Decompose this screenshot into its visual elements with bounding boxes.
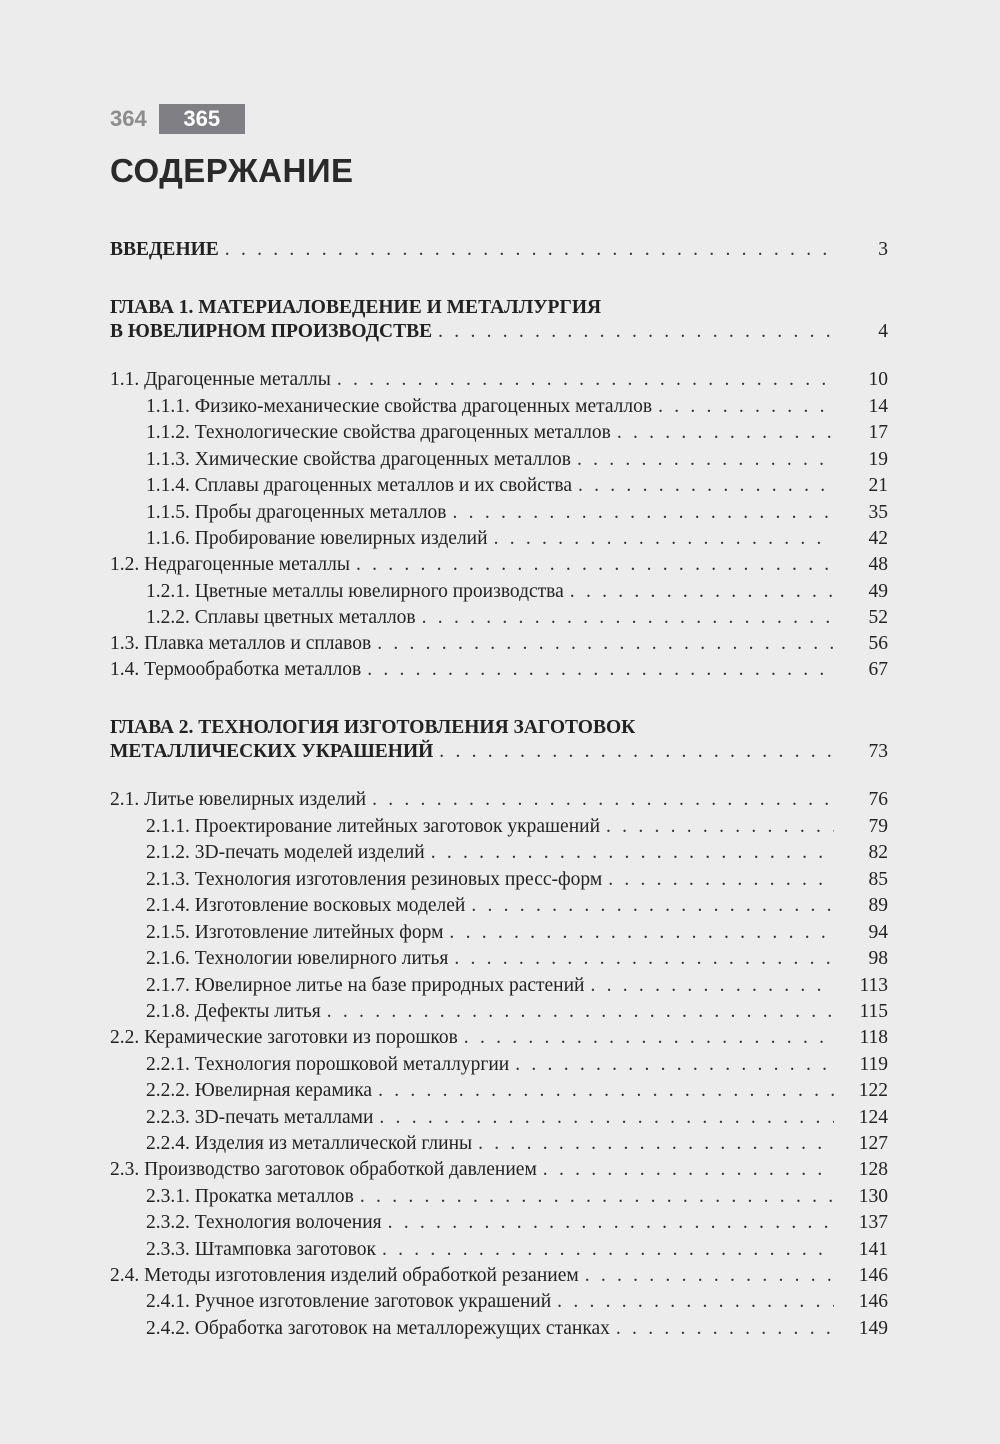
dot-leader	[585, 1264, 834, 1288]
dot-leader	[356, 553, 834, 577]
dot-leader	[616, 1317, 834, 1341]
toc-entry-page: 89	[868, 895, 888, 916]
dot-leader	[464, 1026, 834, 1050]
toc-entry-page: 94	[868, 921, 888, 943]
chapter-2-page: 73	[868, 741, 888, 762]
toc-subsection-row	[110, 392, 888, 419]
dot-leader	[453, 501, 834, 525]
dot-leader	[658, 395, 834, 419]
toc-subsection-row	[110, 577, 888, 604]
dot-leader	[557, 1290, 834, 1314]
dot-leader	[471, 894, 834, 918]
chapter-2-title-line2: МЕТАЛЛИЧЕСКИХ УКРАШЕНИЙ	[110, 741, 434, 762]
dot-leader	[382, 1238, 834, 1262]
dot-leader	[608, 868, 834, 892]
toc-subsection-row	[110, 812, 888, 839]
toc-entry-title: 2.1. Литье ювелирных изделий	[110, 789, 367, 810]
toc-entry-title: 1.1.3. Химические свойства драгоценных металлов	[146, 448, 571, 470]
dot-leader	[570, 580, 834, 604]
dot-leader	[449, 921, 834, 945]
toc-entry-title: 2.1.4. Изготовление восковых моделей	[146, 895, 466, 916]
toc-subsection-row	[110, 525, 888, 552]
toc-entry-title: 1.1.5. Пробы драгоценных металлов	[146, 501, 447, 523]
toc-subsection-row	[110, 1050, 888, 1077]
toc-entry-title: 1.1.2. Технологические свойства драгоценных металлов	[146, 422, 611, 443]
toc-subsection-row	[110, 472, 888, 499]
page-number-header	[110, 104, 245, 134]
dot-leader	[388, 1211, 834, 1235]
dot-leader	[606, 815, 834, 839]
toc-entry-page: 49	[868, 580, 888, 602]
toc-entry-title: 1.2.2. Сплавы цветных металлов	[146, 607, 416, 628]
chapter-1-title-line1: ГЛАВА 1. МАТЕРИАЛОВЕДЕНИЕ И МЕТАЛЛУРГИЯ	[110, 297, 602, 318]
toc-subsection-row	[110, 918, 888, 945]
chapter-1-entries	[110, 368, 888, 682]
toc-entry-page: 141	[858, 1238, 888, 1260]
chapter-1-heading	[110, 320, 888, 344]
toc-entry-title: 2.1.8. Дефекты литья	[146, 1001, 321, 1022]
toc-entry-page: 115	[859, 1001, 888, 1022]
dot-leader	[431, 841, 834, 865]
toc-subsection-row	[110, 1314, 888, 1341]
dot-leader	[439, 740, 834, 764]
toc-entry-title: 2.3.3. Штамповка заготовок	[146, 1238, 376, 1260]
toc-entry-title: 2.1.1. Проектирование литейных заготовок украшений	[146, 815, 601, 837]
toc-intro	[110, 238, 888, 262]
toc-subsection-row	[110, 945, 888, 972]
toc-subsection-row	[110, 1235, 888, 1262]
toc-entry-title: 2.1.2. 3D-печать моделей изделий	[146, 842, 425, 863]
toc-section-row	[110, 658, 888, 682]
toc-entry-title: 2.4.2. Обработка заготовок на металлорежущих станках	[146, 1317, 610, 1339]
toc-section-row	[110, 368, 888, 392]
toc-subsection-row	[110, 1209, 888, 1236]
toc-entry-title: 1.1. Драгоценные металлы	[110, 369, 331, 390]
toc-subsection-row	[110, 1130, 888, 1157]
toc-subsection-row	[110, 839, 888, 866]
toc-entry-title: 1.4. Термообработка металлов	[110, 659, 362, 680]
toc-section-row	[110, 1264, 888, 1288]
page-title: СОДЕРЖАНИЕ	[110, 152, 354, 189]
dot-leader	[367, 658, 834, 682]
dot-leader	[494, 527, 834, 551]
chapter-1-page: 4	[878, 321, 888, 342]
toc-entry-title: 2.1.7. Ювелирное литье на базе природных растений	[146, 974, 585, 996]
toc-entry-title: 1.1.1. Физико-механические свойства драгоценных металлов	[146, 395, 653, 417]
toc-subsection-row	[110, 498, 888, 525]
toc-subsection-row	[110, 604, 888, 631]
toc-entry-title: 2.1.6. Технологии ювелирного литья	[146, 948, 449, 969]
toc-entry-page: 82	[868, 842, 888, 863]
dot-leader	[543, 1158, 834, 1182]
toc-entry-title: 1.3. Плавка металлов и сплавов	[110, 633, 372, 654]
toc-section-row	[110, 1158, 888, 1182]
dot-leader	[225, 238, 834, 262]
toc-intro-title: ВВЕДЕНИЕ	[110, 239, 219, 260]
toc-entry-page: 146	[858, 1264, 888, 1286]
toc-entry-page: 85	[868, 868, 888, 890]
toc-entry-title: 1.2.1. Цветные металлы ювелирного производства	[146, 580, 564, 602]
toc-entry-title: 2.4.1. Ручное изготовление заготовок украшений	[146, 1291, 552, 1312]
chapter-2-entries	[110, 788, 888, 1341]
toc-entry-page: 122	[858, 1080, 888, 1101]
toc-section-row	[110, 788, 888, 812]
toc-entry-page: 56	[868, 633, 888, 654]
chapter-2-title-line1: ГЛАВА 2. ТЕХНОЛОГИЯ ИЗГОТОВЛЕНИЯ ЗАГОТОВОК	[110, 717, 636, 738]
toc-entry-title: 2.3. Производство заготовок обработкой давлением	[110, 1159, 537, 1180]
toc-subsection-row	[110, 1077, 888, 1104]
dot-leader	[478, 1132, 834, 1156]
prev-page-number: 364	[110, 106, 147, 131]
dot-leader	[378, 1079, 834, 1103]
dot-leader	[377, 632, 834, 656]
toc-entry-page: 42	[868, 528, 888, 549]
dot-leader	[379, 1106, 834, 1130]
dot-leader	[578, 474, 834, 498]
toc-subsection-row	[110, 998, 888, 1025]
dot-leader	[422, 606, 834, 630]
toc-entry-title: 1.1.4. Сплавы драгоценных металлов и их свойства	[146, 475, 572, 496]
toc-entry-title: 2.4. Методы изготовления изделий обработкой резанием	[110, 1264, 579, 1286]
dot-leader	[438, 320, 834, 344]
toc-entry-title: 2.2.3. 3D-печать металлами	[146, 1106, 374, 1128]
toc-entry-page: 76	[868, 789, 888, 810]
toc-intro-page: 3	[878, 239, 888, 260]
toc-subsection-row	[110, 1182, 888, 1209]
toc-entry-page: 118	[859, 1027, 888, 1048]
toc-entry-page: 52	[868, 607, 888, 628]
dot-leader	[577, 448, 834, 472]
current-page-number: 365	[159, 104, 245, 134]
toc-entry-title: 2.2.2. Ювелирная керамика	[146, 1080, 373, 1101]
toc-entry-title: 2.3.1. Прокатка металлов	[146, 1185, 354, 1207]
toc-chapter-2	[110, 716, 888, 764]
toc-entry-page: 124	[858, 1106, 888, 1128]
toc-entry-page: 130	[858, 1185, 888, 1207]
toc-entry-page: 10	[868, 369, 888, 390]
toc-entry-page: 128	[858, 1159, 888, 1180]
toc-section-row	[110, 1026, 888, 1050]
toc-entry-page: 19	[868, 448, 888, 470]
toc-entry-page: 67	[868, 659, 888, 680]
dot-leader	[617, 421, 834, 445]
toc-entry-title: 2.1.3. Технология изготовления резиновых пресс-форм	[146, 868, 603, 890]
toc-entry-page: 79	[868, 815, 888, 837]
toc-subsection-row	[110, 1288, 888, 1315]
toc-subsection-row	[110, 892, 888, 919]
toc-entry-title: 2.1.5. Изготовление литейных форм	[146, 921, 444, 943]
toc-entry-title: 1.2. Недрагоценные металлы	[110, 554, 350, 575]
toc-entry-page: 35	[868, 501, 888, 523]
toc-section-row	[110, 553, 888, 577]
toc-subsection-row	[110, 1103, 888, 1130]
dot-leader	[360, 1185, 834, 1209]
toc-entry-page: 113	[859, 974, 888, 996]
toc-subsection-row	[110, 419, 888, 446]
toc-entry-title: 2.2.4. Изделия из металлической глины	[146, 1133, 473, 1154]
dot-leader	[590, 974, 834, 998]
toc-subsection-row	[110, 971, 888, 998]
toc-entry-page: 21	[868, 475, 888, 496]
toc-entry-title: 2.3.2. Технология волочения	[146, 1212, 382, 1233]
toc-subsection-row	[110, 865, 888, 892]
toc-entry-page: 48	[868, 554, 888, 575]
toc-entry-page: 98	[868, 948, 888, 969]
toc-subsection-row	[110, 445, 888, 472]
toc-entry-page: 137	[858, 1212, 888, 1233]
table-of-contents	[110, 238, 888, 1341]
toc-chapter-1	[110, 296, 888, 344]
toc-entry-title: 2.2. Керамические заготовки из порошков	[110, 1027, 458, 1048]
chapter-2-heading	[110, 740, 888, 764]
toc-entry-title: 2.2.1. Технология порошковой металлургии	[146, 1053, 510, 1075]
toc-entry-page: 17	[868, 422, 888, 443]
toc-entry-page: 146	[858, 1291, 888, 1312]
toc-entry-page: 119	[859, 1053, 888, 1075]
toc-section-row	[110, 632, 888, 656]
dot-leader	[454, 947, 834, 971]
dot-leader	[337, 368, 834, 392]
toc-entry-page: 149	[858, 1317, 888, 1339]
chapter-1-title-line2: В ЮВЕЛИРНОМ ПРОИЗВОДСТВЕ	[110, 321, 433, 342]
toc-entry-page: 14	[868, 395, 888, 417]
toc-entry-title: 1.1.6. Пробирование ювелирных изделий	[146, 528, 488, 549]
toc-entry-page: 127	[858, 1133, 888, 1154]
dot-leader	[327, 1000, 834, 1024]
dot-leader	[515, 1053, 834, 1077]
dot-leader	[372, 788, 834, 812]
